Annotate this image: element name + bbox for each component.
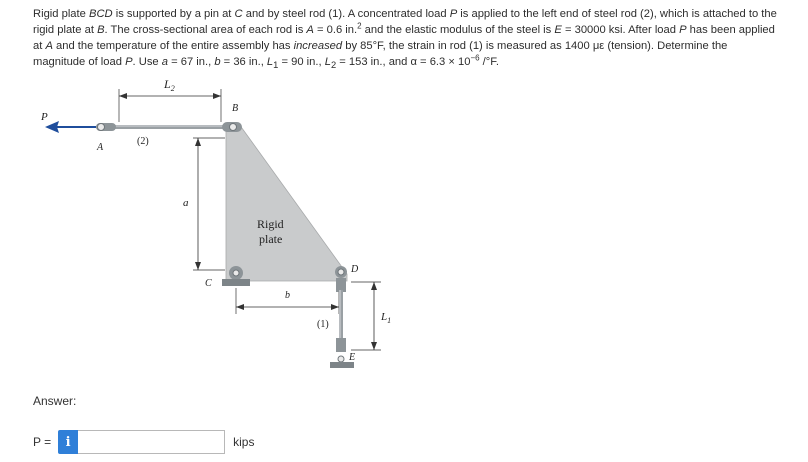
dim-a-arrow-bottom [195,262,201,270]
dim-l1-arrow-bottom [371,342,377,350]
label-d: D [351,264,359,275]
text: BCD [88,8,113,20]
label-l1: $L_1$ [381,311,392,325]
answer-label: Answer: [33,394,77,408]
p-label: P = [33,435,52,449]
text: B [97,24,105,36]
text: A [306,24,314,36]
label-l2: $L_2$ [164,77,175,93]
text: = 90 in., [278,56,325,68]
dim-a-arrow-top [195,138,201,146]
text: . The cross-sectional area of each rod is [104,24,307,36]
text: by 85°F, the strain in rod (1) is measured as 1400 με (tension). Determine the magnitude of load [33,40,728,68]
label-rod-1: (1) [317,319,329,330]
label-p: P [41,111,48,123]
rigid-plate [226,124,347,281]
text: 2 [330,60,337,71]
label-e: E [349,352,356,363]
dim-b-arrow-left [236,304,244,310]
text: = 36 in., [220,56,267,68]
text: L [324,56,331,68]
text: A [45,40,53,52]
text: is applied to the left end of steel rod (2), which is attached to the rigid plate at [33,8,777,36]
plate-label-line1: Rigid [257,217,284,231]
text: increased [293,40,343,52]
label-b: B [232,103,239,114]
text: = 67 in., [168,56,215,68]
text: . Use [132,56,162,68]
label-b-dim: b [285,290,290,301]
support-c-base [222,279,250,286]
answer-input[interactable] [78,430,225,454]
dim-l2-arrow-left [119,93,127,99]
text: a [161,56,168,68]
text: b [214,56,221,68]
joint-d [338,269,344,275]
info-icon[interactable]: i [58,430,78,454]
text: = 30000 ksi. After load [561,24,680,36]
text: and the temperature of the entire assembly has [52,40,294,52]
text: is supported by a pin at [112,8,235,20]
structure-figure [33,74,413,374]
text: and by steel rod (1). A concentrated load [242,8,450,20]
label-a-dim: a [183,197,189,209]
plate-label-line2: plate [259,232,283,246]
text: Rigid plate [33,8,89,20]
text: 2 [357,21,362,31]
text: 1 [273,60,279,71]
label-a-point: A [97,142,104,153]
dim-l1-arrow-top [371,282,377,290]
text: = 0.6 in. [313,24,358,36]
text: −6 [470,53,480,63]
dim-l2-arrow-right [213,93,221,99]
text: E [554,24,562,36]
joint-a [98,124,105,131]
text: P [125,56,133,68]
text: has been applied at [33,24,775,52]
rod-1-upper-clevis [336,278,346,292]
text: P [679,24,687,36]
units-label: kips [233,435,255,449]
text: /°F. [479,56,499,68]
answer-row [33,429,254,455]
label-rod-2: (2) [137,136,149,147]
text: and the elastic modulus of the steel is [361,24,555,36]
text: P [449,8,458,20]
text: = 153 in., and α = 6.3 × 10 [336,56,471,68]
joint-e [338,356,344,362]
joint-b [230,124,237,131]
text: L [266,56,274,68]
rod-1-lower-clevis [336,338,346,352]
text: C [234,8,243,20]
dim-b-arrow-right [331,304,339,310]
pin-c [233,270,239,276]
label-c: C [205,278,212,289]
problem-statement [33,6,781,73]
